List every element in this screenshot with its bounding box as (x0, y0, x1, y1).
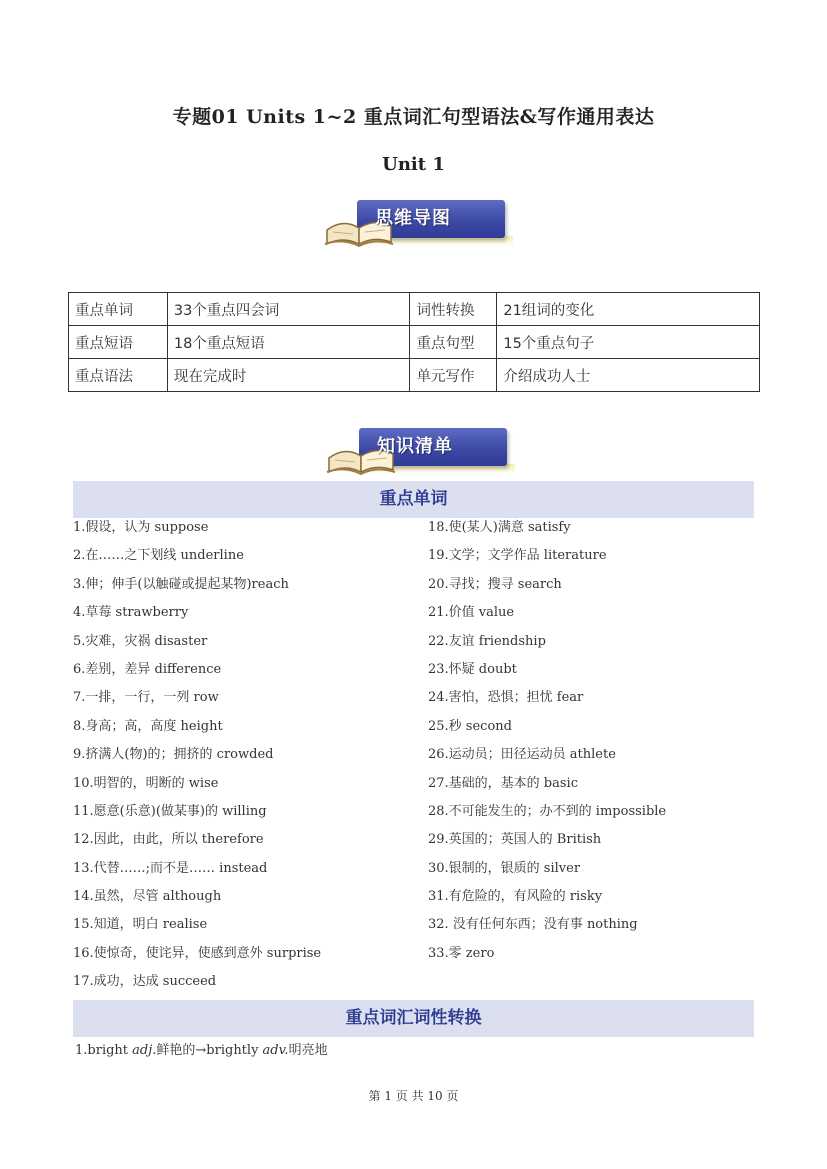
vocab-column-left (73, 518, 423, 1001)
conversion-item (75, 1039, 328, 1058)
vocab-item: 6.差别，差异 difference (73, 661, 222, 677)
table-cell: 重点短语 (69, 326, 168, 359)
vocab-item: 2.在……之下划线 underline (73, 548, 244, 564)
conversion-meaning: 鲜艳的→brightly (156, 1043, 263, 1058)
page-title: 专题01 Units 1~2 重点词汇句型语法&写作通用表达 (172, 106, 655, 128)
vocab-item: 12.因此，由此，所以 therefore (73, 832, 264, 848)
part-of-speech: adj. (132, 1043, 157, 1058)
vocab-item: 25.秒 second (428, 718, 512, 734)
vocab-item: 21.价值 value (428, 605, 515, 621)
vocab-item: 5.灾难，灾祸 disaster (73, 633, 208, 649)
vocab-item: 32. 没有任何东西；没有事 nothing (428, 917, 638, 933)
table-cell: 现在完成时 (167, 359, 410, 392)
vocab-item: 20.寻找；搜寻 search (428, 576, 562, 592)
vocab-section-heading: 重点单词 (73, 481, 754, 518)
mind-map-banner (323, 190, 513, 250)
vocab-item: 33.零 zero (428, 945, 495, 961)
knowledge-list-label: 知识清单 (377, 436, 453, 457)
vocab-item: 4.草莓 strawberry (73, 605, 189, 621)
table-cell: 33个重点四会词 (167, 293, 410, 326)
vocab-item: 29.英国的；英国人的 British (428, 832, 602, 848)
table-row (69, 293, 760, 326)
table-cell: 21组词的变化 (497, 293, 760, 326)
vocab-item: 1.假设，认为 suppose (73, 520, 209, 535)
conversion-section-heading: 重点词汇词性转换 (73, 1000, 754, 1037)
vocab-item: 10.明智的，明断的 wise (73, 775, 219, 791)
table-row (69, 359, 760, 392)
vocab-item: 23.怀疑 doubt (428, 661, 517, 677)
part-of-speech: adv. (262, 1043, 289, 1058)
vocab-item: 19.文学；文学作品 literature (428, 548, 607, 564)
vocab-item: 8.身高；高，高度 height (73, 718, 223, 734)
table-row (69, 326, 760, 359)
knowledge-list-banner (325, 418, 515, 478)
table-cell: 词性转换 (410, 293, 497, 326)
vocab-column-right (428, 518, 778, 972)
vocab-item: 14.虽然，尽管 although (73, 889, 222, 905)
table-cell: 重点句型 (410, 326, 497, 359)
table-cell: 15个重点句子 (497, 326, 760, 359)
vocab-item: 18.使(某人)满意 satisfy (428, 520, 571, 535)
conversion-word: 1.bright (75, 1043, 133, 1058)
vocab-item: 3.伸；伸手(以触碰或提起某物)reach (73, 576, 289, 592)
vocab-item: 24.害怕，恐惧；担忧 fear (428, 690, 584, 706)
vocab-item: 26.运动员；田径运动员 athlete (428, 747, 616, 763)
mind-map-label: 思维导图 (375, 208, 451, 229)
vocab-item: 17.成功，达成 succeed (73, 974, 217, 990)
table-cell: 单元写作 (410, 359, 497, 392)
vocab-item: 9.挤满人(物)的；拥挤的 crowded (73, 747, 274, 763)
vocab-item: 28.不可能发生的；办不到的 impossible (428, 803, 667, 819)
page-footer: 第 1 页 共 10 页 (368, 1089, 459, 1103)
vocab-item: 11.愿意(乐意)(做某事)的 willing (73, 803, 267, 819)
vocab-item: 27.基础的，基本的 basic (428, 775, 578, 791)
vocab-item: 30.银制的，银质的 silver (428, 860, 581, 876)
unit-title: Unit 1 (382, 154, 445, 175)
vocab-item: 15.知道，明白 realise (73, 917, 208, 933)
vocab-item: 7.一排，一行，一列 row (73, 690, 219, 706)
table-cell: 18个重点短语 (167, 326, 410, 359)
table-cell: 介绍成功人士 (497, 359, 760, 392)
table-cell: 重点单词 (69, 293, 168, 326)
vocab-item: 31.有危险的，有风险的 risky (428, 889, 603, 905)
overview-table (68, 292, 760, 392)
table-cell: 重点语法 (69, 359, 168, 392)
vocab-item: 16.使惊奇，使诧异，使感到意外 surprise (73, 945, 322, 961)
conversion-meaning: 明亮地 (288, 1043, 328, 1058)
vocab-item: 22.友谊 friendship (428, 633, 546, 649)
vocab-item: 13.代替……;而不是…… instead (73, 860, 268, 876)
